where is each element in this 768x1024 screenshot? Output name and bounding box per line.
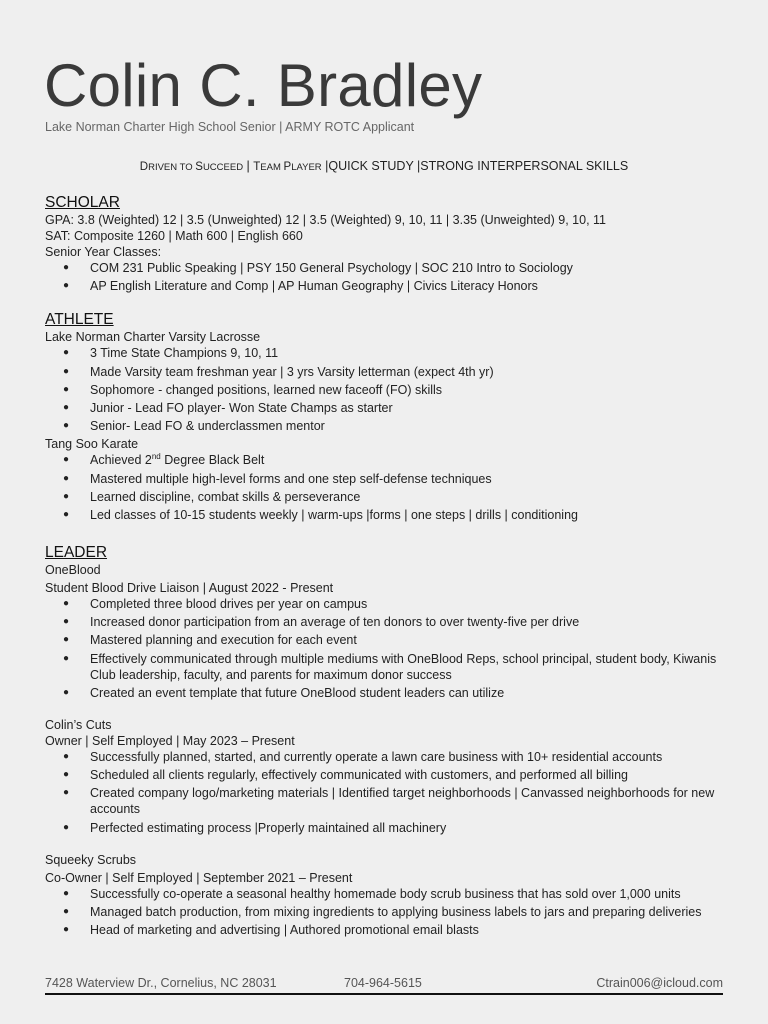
footer-phone: 704-964-5615: [344, 976, 422, 990]
list-item: [45, 471, 735, 487]
list-item: [45, 820, 735, 836]
bullet-icon: ●: [63, 616, 70, 628]
list-item-text: Effectively communicated through multiple mediums with OneBlood Reps, school principal, student body, Kiwanis Club leadership, faculty, and parents for maximum donor success: [90, 651, 717, 682]
colins-cuts-list: [45, 749, 735, 836]
list-item: [45, 904, 735, 920]
bullet-icon: ●: [63, 821, 70, 833]
tagline-part: EAM: [260, 162, 284, 173]
candidate-subtitle: Lake Norman Charter High School Senior | ARMY ROTC Applicant: [45, 120, 415, 134]
bullet-icon: ●: [63, 887, 70, 899]
resume-content: [45, 193, 735, 940]
bullet-icon: ●: [63, 787, 70, 799]
list-item: [45, 614, 735, 630]
list-item-text: Managed batch production, from mixing ingredients to applying business labels to jars and preparing deliveries: [90, 904, 702, 919]
bullet-icon: ●: [63, 924, 70, 936]
list-item-text: Senior- Lead FO & underclassmen mentor: [90, 419, 325, 434]
bullet-icon: ●: [63, 686, 70, 698]
bullet-icon: ●: [63, 769, 70, 781]
list-item: [45, 260, 735, 276]
karate-heading: Tang Soo Karate: [45, 437, 139, 452]
list-item-text: Successfully planned, started, and currently operate a lawn care business with 10+ residential accounts: [90, 750, 663, 764]
list-item: [45, 886, 735, 902]
role-oneblood: Student Blood Drive Liaison | August 2022 - Present: [45, 581, 334, 596]
tagline-part: UCCEED: [202, 162, 244, 173]
tagline-part: P: [283, 161, 292, 173]
org-name-squeeky-scrubs: Squeeky Scrubs: [45, 852, 137, 867]
contact-footer: [45, 976, 723, 994]
list-item: [45, 596, 735, 612]
classes-label: Senior Year Classes:: [45, 245, 162, 259]
list-item-text: Sophomore - changed positions, learned new faceoff (FO) skills: [90, 382, 443, 397]
org-name-oneblood: OneBlood: [45, 563, 101, 578]
footer-divider: [45, 993, 723, 995]
bullet-icon: ●: [63, 508, 70, 520]
list-item: [45, 345, 735, 361]
lacrosse-heading: Lake Norman Charter Varsity Lacrosse: [45, 330, 261, 345]
bullet-icon: ●: [63, 454, 70, 466]
list-item-text: Mastered multiple high-level forms and one step self-defense techniques: [90, 471, 492, 486]
list-item-text: COM 231 Public Speaking | PSY 150 General Psychology | SOC 210 Intro to Sociology: [90, 261, 573, 275]
gpa-line: GPA: 3.8 (Weighted) 12 | 3.5 (Unweighted) 12 | 3.5 (Weighted) 9, 10, 11 | 3.35 (Unweighted) 9, 10, 11: [45, 213, 606, 227]
bullet-icon: ●: [63, 420, 70, 432]
bullet-icon: ●: [63, 383, 70, 395]
bullet-icon: ●: [63, 634, 70, 646]
list-item-text: AP English Literature and Comp | AP Human Geography | Civics Literacy Honors: [90, 279, 538, 294]
list-item-text: Learned discipline, combat skills & perseverance: [90, 489, 361, 504]
footer-email: Ctrain006@icloud.com: [596, 976, 723, 990]
list-item-text-pre: Achieved 2: [90, 453, 152, 468]
list-item: [45, 418, 735, 434]
bullet-icon: ●: [63, 472, 70, 484]
candidate-name: Colin C. Bradley: [44, 52, 483, 119]
bullet-icon: ●: [63, 262, 70, 273]
bullet-icon: ●: [63, 280, 70, 292]
tagline-part: |: [243, 159, 254, 173]
tagline-part: S: [195, 161, 203, 173]
tagline: [0, 159, 768, 173]
tagline-part: RIVEN TO: [148, 162, 196, 173]
list-item: [45, 278, 735, 294]
list-item-text: Completed three blood drives per year on campus: [90, 597, 368, 612]
tagline-part: LAYER: [291, 162, 322, 173]
list-item-text: Scheduled all clients regularly, effectively communicated with customers, and performed all billing: [90, 768, 628, 783]
list-item: [45, 922, 735, 938]
list-item: [45, 651, 735, 683]
section-title-athlete: ATHLETE: [45, 311, 114, 329]
list-item-text: Created company logo/marketing materials | Identified target neighborhoods | Canvassed neighborhoods for new accounts: [90, 786, 715, 817]
bullet-icon: ●: [63, 365, 70, 377]
bullet-icon: ●: [63, 490, 70, 502]
ordinal-suffix: nd: [151, 452, 161, 462]
bullet-icon: ●: [63, 401, 70, 413]
sat-line: SAT: Composite 1260 | Math 600 | English 660: [45, 229, 303, 243]
section-title-leader: LEADER: [45, 544, 108, 562]
list-item: [45, 685, 735, 701]
tagline-part: D: [139, 161, 149, 173]
list-item-text: Successfully co-operate a seasonal healthy homemade body scrub business that has sold over 1,000 units: [90, 886, 681, 901]
bullet-icon: ●: [63, 598, 70, 610]
bullet-icon: ●: [63, 347, 70, 359]
list-item-text: Increased donor participation from an average of ten donors to over twenty-five per drive: [90, 615, 580, 630]
list-item: [45, 767, 735, 783]
footer-address: 7428 Waterview Dr., Cornelius, NC 28031: [45, 976, 277, 990]
list-item: [45, 749, 735, 765]
list-item: [45, 382, 735, 398]
list-item-text: 3 Time State Champions 9, 10, 11: [90, 346, 279, 361]
lacrosse-list: [45, 345, 735, 434]
list-item: [45, 632, 735, 648]
section-title-scholar: SCHOLAR: [45, 194, 120, 211]
list-item: [45, 400, 735, 416]
org-name-colins-cuts: Colin’s Cuts: [45, 718, 112, 732]
list-item-text: Led classes of 10-15 students weekly | warm-ups |forms | one steps | drills | conditioning: [90, 507, 578, 522]
list-item-text: Mastered planning and execution for each event: [90, 633, 357, 648]
list-item: [45, 507, 735, 523]
list-item-text: Head of marketing and advertising | Authored promotional email blasts: [90, 923, 479, 938]
role-colins-cuts: Owner | Self Employed | May 2023 – Present: [45, 734, 295, 748]
tagline-part: |QUICK STUDY |STRONG INTERPERSONAL SKILLS: [321, 159, 629, 173]
list-item: [45, 452, 735, 468]
list-item-text: Created an event template that future OneBlood student leaders can utilize: [90, 685, 505, 700]
list-item-text: Perfected estimating process |Properly maintained all machinery: [90, 820, 447, 835]
list-item: [45, 364, 735, 380]
list-item: [45, 785, 735, 817]
list-item-text: Junior - Lead FO player- Won State Champs as starter: [90, 400, 393, 415]
role-squeeky-scrubs: Co-Owner | Self Employed | September 2021 – Present: [45, 870, 353, 885]
list-item-text-post: Degree Black Belt: [160, 453, 265, 468]
list-item-text: Made Varsity team freshman year | 3 yrs Varsity letterman (expect 4th yr): [90, 364, 494, 379]
oneblood-list: [45, 596, 735, 701]
bullet-icon: ●: [63, 751, 70, 762]
classes-list: [45, 260, 735, 294]
bullet-icon: ●: [63, 905, 70, 917]
list-item: [45, 489, 735, 505]
tagline-part: T: [253, 161, 261, 173]
squeeky-scrubs-list: [45, 886, 735, 938]
bullet-icon: ●: [63, 652, 70, 664]
karate-list: [45, 452, 735, 523]
